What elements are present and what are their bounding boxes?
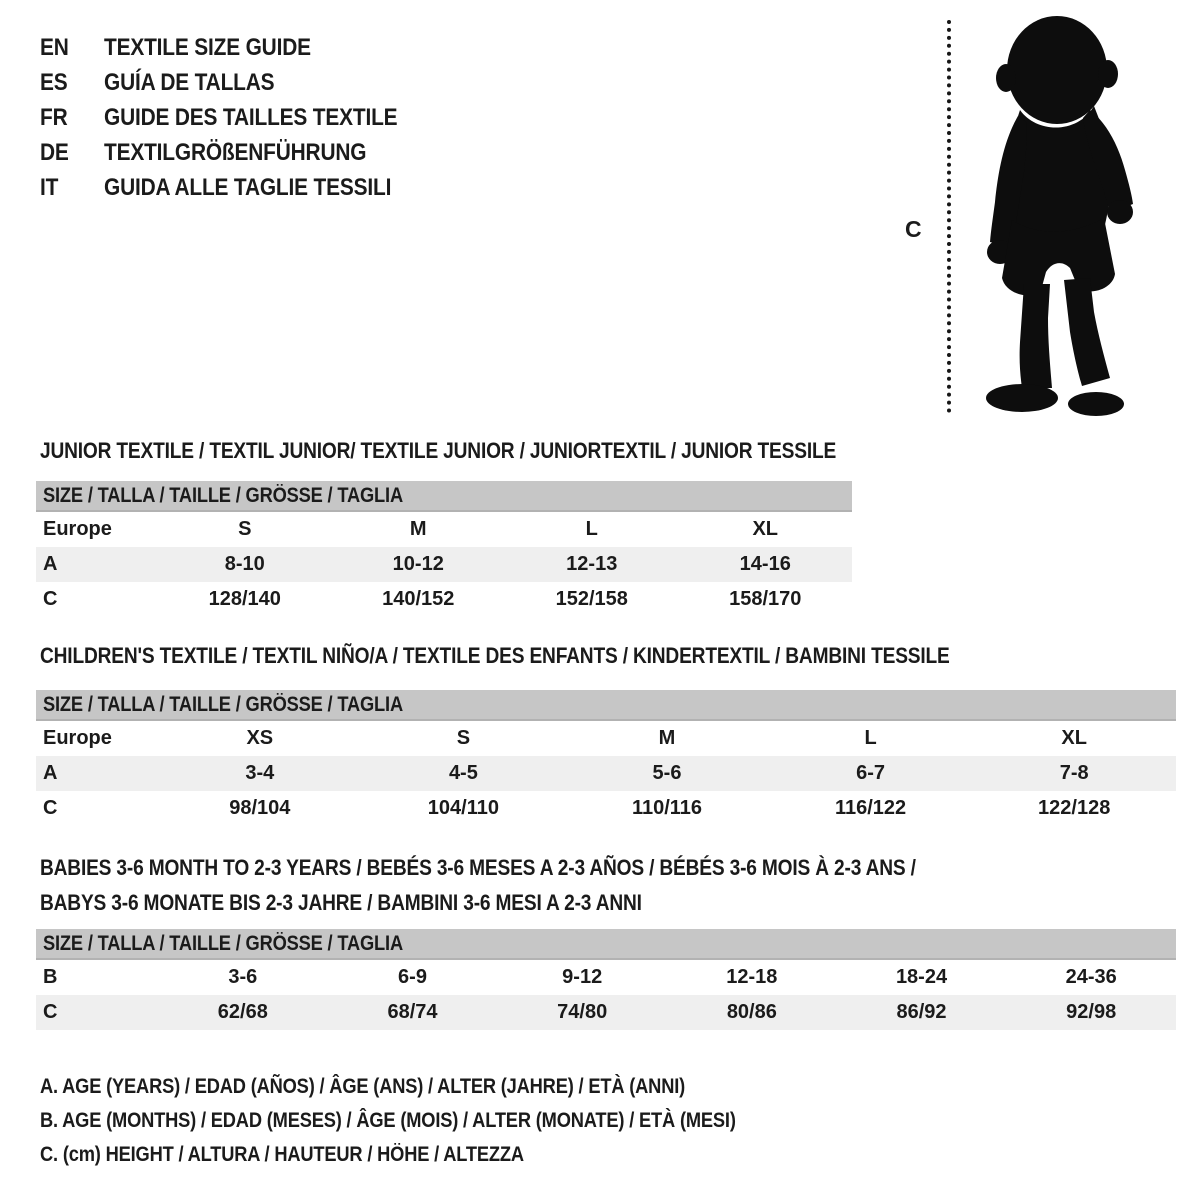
language-title: [104, 104, 441, 132]
size-cell: 5-6: [652, 762, 682, 784]
language-title-list: [40, 30, 441, 205]
children-section-title: [40, 638, 1086, 673]
row-label: C: [43, 797, 58, 819]
language-code: [40, 69, 104, 97]
language-title: [104, 34, 342, 62]
size-cell: M: [658, 727, 676, 749]
height-measure-label: C: [905, 216, 922, 242]
silhouette-ear-left: [996, 64, 1016, 92]
language-title-text: GUIDE DES TAILLES TEXTILE: [104, 103, 398, 131]
table-row-a: [36, 547, 852, 582]
legend-line-a-text: A. AGE (YEARS) / EDAD (AÑOS) / ÂGE (ANS) / ALTER (JAHRE) / ETÀ (ANNI): [40, 1075, 686, 1098]
size-cell: 122/128: [1038, 797, 1111, 819]
size-cell: 18-24: [895, 966, 948, 988]
size-cell: 80/86: [726, 1001, 777, 1023]
row-label: Europe: [43, 518, 112, 540]
language-code: [40, 34, 104, 62]
silhouette-foot-right: [1068, 392, 1124, 416]
junior-section-title-text: JUNIOR TEXTILE / TEXTIL JUNIOR/ TEXTILE JUNIOR / JUNIORTEXTIL / JUNIOR TESSILE: [40, 438, 837, 463]
height-measure-dotted-line: [947, 20, 951, 413]
children-section-title-text: CHILDREN'S TEXTILE / TEXTIL NIÑO/A / TEXTILE DES ENFANTS / KINDERTEXTIL / BAMBINI TESSILE: [40, 643, 950, 668]
table-row-europe: [36, 512, 852, 547]
table-header: [36, 929, 1176, 960]
language-title: [104, 69, 300, 97]
size-cell: 92/98: [1066, 1001, 1117, 1023]
size-cell: 14-16: [739, 553, 791, 575]
size-cell: 86/92: [896, 1001, 947, 1023]
size-cell: L: [864, 727, 877, 749]
size-cell: L: [585, 518, 598, 540]
children-table-rows: [36, 721, 1176, 826]
language-code: [40, 139, 104, 167]
toddler-silhouette-image: [962, 12, 1144, 422]
size-cell: 6-7: [856, 762, 886, 784]
language-title: [104, 139, 406, 167]
language-code-text: ES: [40, 68, 68, 96]
size-cell: 8-10: [224, 553, 265, 575]
size-cell: 3-4: [245, 762, 275, 784]
legend-line-b-text: B. AGE (MONTHS) / EDAD (MESES) / ÂGE (MOIS) / ALTER (MONATE) / ETÀ (MESI): [40, 1109, 736, 1132]
size-cell: 68/74: [387, 1001, 438, 1023]
table-row-a: [36, 756, 1176, 791]
size-cell: XL: [1061, 727, 1087, 749]
size-cell: 7-8: [1059, 762, 1089, 784]
table-row-c: [36, 791, 1176, 826]
language-code: [40, 104, 104, 132]
language-code-text: EN: [40, 33, 69, 61]
language-title: [104, 174, 434, 202]
table-header-text: SIZE / TALLA / TAILLE / GRÖSSE / TAGLIA: [43, 483, 403, 507]
junior-table-rows: [36, 512, 852, 617]
junior-size-table: [36, 481, 852, 617]
language-row-de: [40, 135, 441, 170]
legend-line-c: [40, 1138, 840, 1172]
row-label: A: [43, 553, 58, 575]
language-code: [40, 174, 104, 202]
size-cell: 10-12: [392, 553, 444, 575]
language-title-text: GUIDA ALLE TAGLIE TESSILI: [104, 173, 392, 201]
size-cell: XS: [246, 727, 274, 749]
language-row-it: [40, 170, 441, 205]
size-cell: 110/116: [631, 797, 703, 819]
babies-section-title-line2: BABYS 3-6 MONATE BIS 2-3 JAHRE / BAMBINI 3-6 MESI A 2-3 ANNI: [40, 890, 642, 915]
legend-line-a: [40, 1070, 840, 1104]
silhouette-leg-left: [1020, 284, 1052, 388]
size-cell: S: [238, 518, 252, 540]
size-cell: XL: [752, 518, 779, 540]
silhouette-foot-left: [986, 384, 1058, 412]
babies-section-title: [40, 850, 1047, 920]
row-label: C: [43, 1001, 58, 1023]
size-cell: 62/68: [217, 1001, 268, 1023]
babies-size-table: [36, 929, 1176, 1030]
silhouette-leg-right: [1064, 278, 1110, 386]
silhouette-hand-right: [1107, 200, 1133, 224]
children-size-table: [36, 690, 1176, 826]
size-cell: 116/122: [834, 797, 907, 819]
language-row-en: [40, 30, 441, 65]
row-label: A: [43, 762, 58, 784]
legend: [40, 1070, 840, 1172]
table-row-c: [36, 995, 1176, 1030]
babies-table-rows: [36, 960, 1176, 1030]
legend-line-c-text: C. (cm) HEIGHT / ALTURA / HAUTEUR / HÖHE / ALTEZZA: [40, 1143, 524, 1166]
size-cell: 158/170: [729, 588, 802, 610]
language-title-text: GUÍA DE TALLAS: [104, 68, 275, 96]
language-code-text: FR: [40, 103, 68, 131]
table-header-text: SIZE / TALLA / TAILLE / GRÖSSE / TAGLIA: [43, 692, 403, 716]
size-cell: 24-36: [1065, 966, 1117, 988]
size-cell: 152/158: [555, 588, 628, 610]
babies-section-title-line1: BABIES 3-6 MONTH TO 2-3 YEARS / BEBÉS 3-6 MESES A 2-3 AÑOS / BÉBÉS 3-6 MOIS À 2-3 ANS /: [40, 855, 916, 880]
size-cell: 6-9: [398, 966, 427, 988]
language-code-text: IT: [40, 173, 59, 201]
language-title-text: TEXTILE SIZE GUIDE: [104, 33, 311, 61]
silhouette-ear-right: [1098, 60, 1118, 88]
table-header: [36, 690, 1176, 721]
size-cell: 3-6: [228, 966, 258, 988]
table-row-c: [36, 582, 852, 617]
language-code-text: DE: [40, 138, 69, 166]
size-cell: 140/152: [382, 588, 455, 610]
table-header: [36, 481, 852, 512]
size-cell: 74/80: [557, 1001, 608, 1023]
size-cell: 128/140: [208, 588, 281, 610]
row-label: Europe: [43, 727, 112, 749]
size-cell: 12-13: [566, 553, 618, 575]
row-label: C: [43, 588, 58, 610]
junior-section-title: [40, 433, 955, 468]
table-row-b: [36, 960, 1176, 995]
language-title-text: TEXTILGRÖßENFÜHRUNG: [104, 138, 367, 166]
row-label: B: [43, 966, 58, 988]
size-cell: S: [456, 727, 471, 749]
size-cell: 104/110: [427, 797, 499, 819]
table-header-text: SIZE / TALLA / TAILLE / GRÖSSE / TAGLIA: [43, 931, 403, 955]
table-row-europe: [36, 721, 1176, 756]
size-cell: 98/104: [229, 797, 291, 819]
silhouette-head: [1007, 16, 1107, 124]
legend-line-b: [40, 1104, 840, 1138]
language-row-fr: [40, 100, 441, 135]
size-cell: 4-5: [448, 762, 478, 784]
size-cell: 12-18: [726, 966, 778, 988]
language-row-es: [40, 65, 441, 100]
size-cell: M: [409, 518, 427, 540]
size-cell: 9-12: [562, 966, 603, 988]
